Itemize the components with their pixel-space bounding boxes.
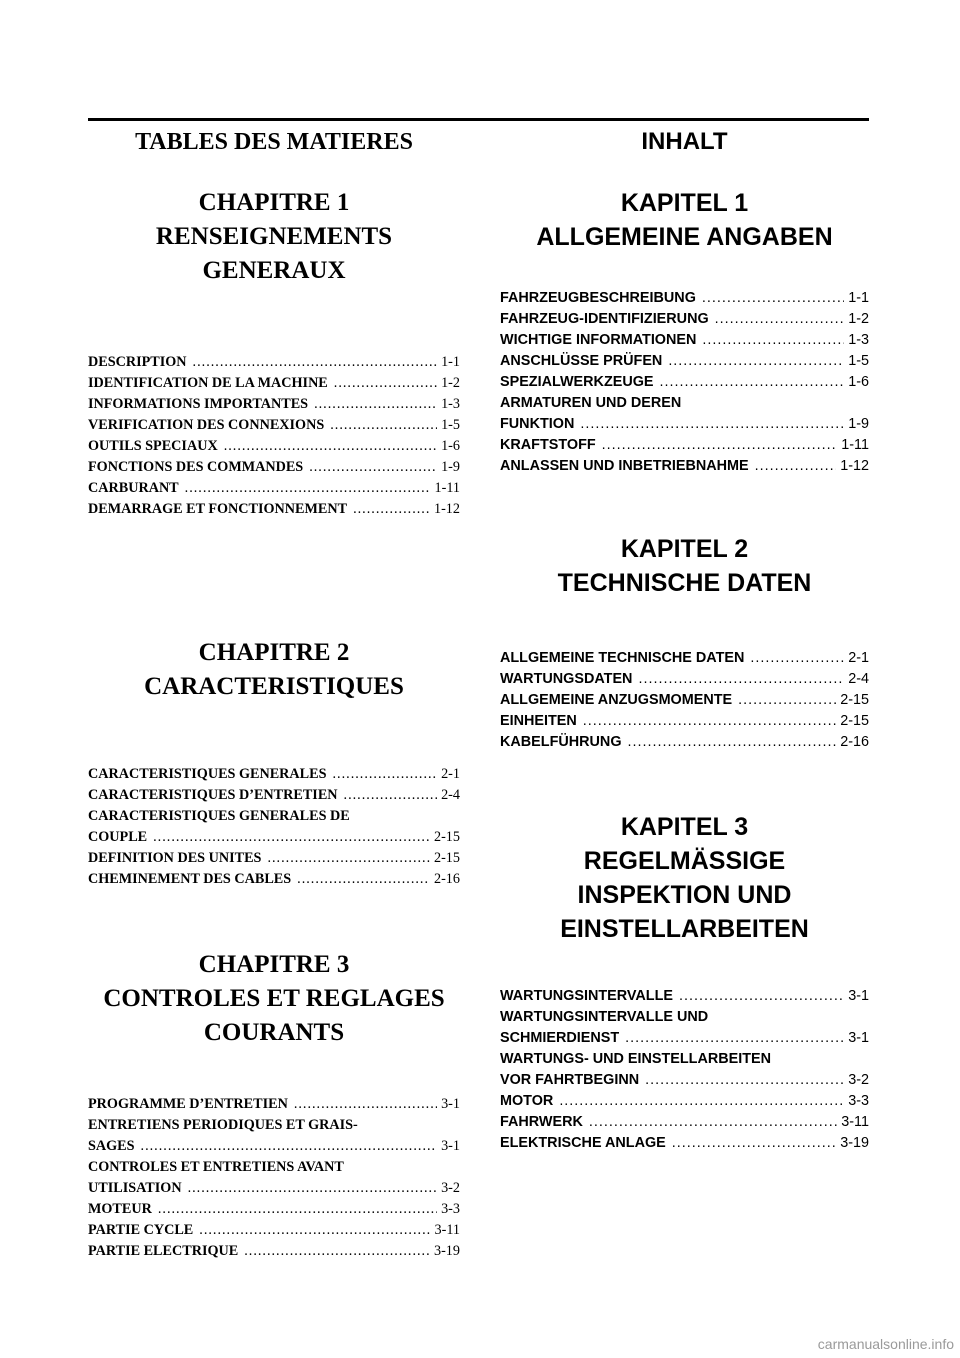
toc-entry-title: CHEMINEMENT DES CABLES — [88, 871, 292, 887]
toc-entry-page: 1-2 — [848, 311, 869, 327]
toc-entry[interactable] — [88, 1241, 460, 1262]
toc-entry-page: 2-15 — [433, 850, 460, 866]
toc-entry[interactable] — [500, 1028, 869, 1049]
toc-entry-page: 1-11 — [841, 437, 869, 453]
chapter-label: KAPITEL 3 — [620, 813, 749, 841]
toc-entry-title: KRAFTSTOFF — [500, 437, 596, 453]
toc-entry-page: 1-3 — [441, 396, 460, 412]
toc-entry-title: FAHRZEUGBESCHREIBUNG — [500, 290, 696, 306]
dot-leader — [645, 1070, 844, 1091]
toc-entry-page: 3-11 — [434, 1222, 460, 1238]
toc-entry-page: 3-1 — [441, 1096, 460, 1112]
toc-entry[interactable] — [88, 869, 460, 890]
toc-entry-title: DESCRIPTION — [88, 354, 187, 370]
toc-entry[interactable] — [88, 373, 460, 394]
dot-leader — [158, 1199, 437, 1220]
toc-entry-title: CARACTERISTIQUES D’ENTRETIEN — [88, 787, 338, 803]
de-chapter-1-toc — [500, 288, 869, 488]
toc-entry-title: ARMATUREN UND DEREN — [500, 395, 682, 411]
toc-entry[interactable] — [500, 711, 869, 732]
toc-entry-page: 1-2 — [441, 375, 460, 391]
toc-entry-title: ENTRETIENS PERIODIQUES ET GRAIS- — [88, 1117, 358, 1133]
toc-entry[interactable] — [500, 330, 869, 351]
toc-entry-page: 2-4 — [848, 671, 869, 687]
de-chapter-2-heading — [500, 532, 869, 600]
watermark-footer: carmanualsonline.info — [817, 1336, 954, 1352]
chapter-title-line: INSPEKTION UND — [577, 881, 792, 909]
fr-chapter-2 — [88, 636, 460, 708]
fr-chapter-2-toc — [88, 764, 460, 904]
toc-entry-page: 1-5 — [848, 353, 869, 369]
de-chapter-3 — [500, 810, 869, 946]
toc-entry-page: 2-15 — [433, 829, 460, 845]
toc-entry-page: 3-1 — [441, 1138, 460, 1154]
dot-leader — [625, 1028, 844, 1049]
fr-chapter-1-heading — [88, 186, 460, 288]
toc-entry[interactable] — [500, 456, 869, 477]
toc-entry-page: 3-2 — [848, 1072, 869, 1088]
toc-entry-title: ALLGEMEINE ANZUGSMOMENTE — [500, 692, 733, 708]
de-chapter-1 — [500, 186, 869, 258]
chapter-title-line: REGELMÄSSIGE — [583, 847, 786, 875]
dot-leader — [672, 1133, 836, 1154]
chapter-title-line: TECHNISCHE DATEN — [557, 569, 812, 597]
dot-leader — [224, 436, 437, 457]
dot-leader — [353, 499, 430, 520]
chapter-title-line: GENERAUX — [202, 257, 346, 284]
toc-entry-page: 1-1 — [848, 290, 869, 306]
toc-entry-page: 3-2 — [441, 1180, 460, 1196]
toc-entry-title: PARTIE ELECTRIQUE — [88, 1243, 239, 1259]
toc-entry-title: ANSCHLÜSSE PRÜFEN — [500, 353, 663, 369]
dot-leader — [153, 827, 430, 848]
toc-entry[interactable] — [88, 1094, 460, 1115]
toc-entry[interactable] — [88, 394, 460, 415]
toc-entry[interactable] — [88, 1157, 460, 1178]
dot-leader — [244, 1241, 430, 1262]
toc-entry[interactable] — [500, 309, 869, 330]
toc-entry[interactable] — [500, 414, 869, 435]
toc-entry[interactable] — [500, 435, 869, 456]
dot-leader — [199, 1220, 430, 1241]
toc-entry[interactable] — [500, 690, 869, 711]
chapter-label: CHAPITRE 2 — [198, 639, 350, 666]
toc-entry[interactable] — [500, 372, 869, 393]
toc-entry[interactable] — [88, 848, 460, 869]
de-chapter-3-toc — [500, 986, 869, 1154]
toc-entry-page: 1-12 — [433, 501, 460, 517]
toc-entry-page: 1-9 — [441, 459, 460, 475]
toc-entry[interactable] — [88, 1136, 460, 1157]
de-chapter-2-toc — [500, 648, 869, 768]
french-column — [88, 126, 460, 1262]
toc-entry-title: DEFINITION DES UNITES — [88, 850, 262, 866]
dot-leader — [193, 352, 438, 373]
toc-entry-page: 1-6 — [848, 374, 869, 390]
toc-entry-page: 1-11 — [434, 480, 460, 496]
toc-entry-page: 1-1 — [441, 354, 460, 370]
toc-entry-page: 1-6 — [441, 438, 460, 454]
fr-chapter-1 — [88, 186, 460, 292]
toc-entry-title: SPEZIALWERKZEUGE — [500, 374, 654, 390]
chapter-label: KAPITEL 1 — [620, 189, 749, 217]
de-chapter-2 — [500, 532, 869, 604]
chapter-title-line: COURANTS — [203, 1019, 345, 1046]
toc-entry-page: 3-3 — [848, 1093, 869, 1109]
toc-entry-page: 1-3 — [848, 332, 869, 348]
toc-entry-page: 1-9 — [848, 416, 869, 432]
toc-entry[interactable] — [500, 288, 869, 309]
toc-entry-title: DEMARRAGE ET FONCTIONNEMENT — [88, 501, 348, 517]
toc-entry-title: CARBURANT — [88, 480, 179, 496]
toc-entry[interactable] — [500, 1112, 869, 1133]
fr-chapter-3-heading — [88, 948, 460, 1050]
dot-leader — [755, 456, 837, 477]
toc-entry-page: 2-1 — [848, 650, 869, 666]
top-rule — [88, 118, 869, 121]
toc-entry-page: 2-15 — [840, 692, 869, 708]
toc-entry-title: CARACTERISTIQUES GENERALES — [88, 766, 327, 782]
dot-leader — [559, 1091, 844, 1112]
dot-leader — [628, 732, 837, 753]
dot-leader — [330, 415, 437, 436]
dot-leader — [188, 1178, 438, 1199]
chapter-label: CHAPITRE 3 — [198, 951, 350, 978]
fr-chapter-3 — [88, 948, 460, 1054]
chapter-title-line: RENSEIGNEMENTS — [155, 223, 393, 250]
chapter-title-line: ALLGEMEINE ANGABEN — [536, 223, 833, 251]
toc-entry-page: 2-16 — [433, 871, 460, 887]
dot-leader — [294, 1094, 437, 1115]
toc-entry[interactable] — [500, 1070, 869, 1091]
dot-leader — [297, 869, 430, 890]
toc-entry[interactable] — [88, 457, 460, 478]
toc-entry-title: CONTROLES ET ENTRETIENS AVANT — [88, 1159, 344, 1175]
chapter-title-line: CONTROLES ET REGLAGES — [103, 985, 445, 1012]
toc-entry[interactable] — [88, 806, 460, 827]
toc-entry-title: FAHRZEUG-IDENTIFIZIERUNG — [500, 311, 709, 327]
toc-entry-title: FUNKTION — [500, 416, 575, 432]
toc-entry[interactable] — [88, 1178, 460, 1199]
toc-entry-title: VERIFICATION DES CONNEXIONS — [88, 417, 325, 433]
toc-entry-title: VOR FAHRTBEGINN — [500, 1072, 640, 1088]
toc-entry[interactable] — [88, 499, 460, 520]
toc-entry-title: EINHEITEN — [500, 713, 577, 729]
chapter-title-line: CARACTERISTIQUES — [144, 673, 404, 700]
de-chapter-3-heading — [500, 810, 869, 946]
toc-entry-title: PARTIE CYCLE — [88, 1222, 194, 1238]
toc-entry-title: OUTILS SPECIAUX — [88, 438, 218, 454]
dot-leader — [314, 394, 437, 415]
toc-entry-title: CARACTERISTIQUES GENERALES DE — [88, 808, 350, 824]
german-toc-title: INHALT — [641, 128, 728, 155]
fr-chapter-3-toc — [88, 1094, 460, 1262]
chapter-label: CHAPITRE 1 — [198, 189, 350, 216]
toc-entry-page: 2-1 — [441, 766, 460, 782]
toc-entry-title: INFORMATIONS IMPORTANTES — [88, 396, 309, 412]
dot-leader — [750, 648, 844, 669]
french-toc-title: TABLES DES MATIERES — [135, 129, 413, 155]
toc-entry-page: 3-19 — [840, 1135, 869, 1151]
dot-leader — [702, 330, 844, 351]
toc-entry-page: 3-3 — [441, 1201, 460, 1217]
chapter-title-line: EINSTELLARBEITEN — [560, 915, 809, 943]
toc-entry-page: 2-16 — [840, 734, 869, 750]
toc-entry[interactable] — [88, 1220, 460, 1241]
dot-leader — [309, 457, 437, 478]
toc-entry-title: KABELFÜHRUNG — [500, 734, 622, 750]
dot-leader — [344, 785, 438, 806]
toc-entry[interactable] — [500, 1007, 869, 1028]
toc-entry-title: ANLASSEN UND INBETRIEBNAHME — [500, 458, 749, 474]
toc-entry[interactable] — [88, 352, 460, 373]
toc-entry-page: 1-5 — [441, 417, 460, 433]
toc-entry-page: 2-15 — [840, 713, 869, 729]
toc-entry[interactable] — [500, 1049, 869, 1070]
toc-entry-title: UTILISATION — [88, 1180, 182, 1196]
dot-leader — [638, 669, 844, 690]
dot-leader — [141, 1136, 438, 1157]
toc-entry-title: PROGRAMME D’ENTRETIEN — [88, 1096, 288, 1112]
toc-entry-page: 3-1 — [848, 1030, 869, 1046]
toc-entry-page: 3-11 — [841, 1114, 869, 1130]
toc-entry-title: FONCTIONS DES COMMANDES — [88, 459, 304, 475]
dot-leader — [589, 1112, 837, 1133]
toc-entry[interactable] — [500, 351, 869, 372]
toc-entry-title: WARTUNGSINTERVALLE — [500, 988, 673, 1004]
toc-entry[interactable] — [88, 785, 460, 806]
toc-entry-page: 2-4 — [441, 787, 460, 803]
toc-entry[interactable] — [88, 1199, 460, 1220]
toc-entry-title: COUPLE — [88, 829, 148, 845]
toc-entry[interactable] — [500, 648, 869, 669]
toc-entry-title: IDENTIFICATION DE LA MACHINE — [88, 375, 328, 391]
dot-leader — [660, 372, 845, 393]
dot-leader — [738, 690, 836, 711]
toc-entry[interactable] — [500, 1133, 869, 1154]
toc-entry-title: SAGES — [88, 1138, 135, 1154]
chapter-label: KAPITEL 2 — [620, 535, 749, 563]
toc-entry[interactable] — [88, 1115, 460, 1136]
dot-leader — [333, 764, 438, 785]
toc-entry-title: WARTUNGS- UND EINSTELLARBEITEN — [500, 1051, 772, 1067]
toc-entry-title: WARTUNGSINTERVALLE UND — [500, 1009, 709, 1025]
toc-entry[interactable] — [88, 415, 460, 436]
fr-chapter-2-heading — [88, 636, 460, 704]
dot-leader — [267, 848, 430, 869]
toc-entry[interactable] — [500, 393, 869, 414]
toc-entry[interactable] — [500, 1091, 869, 1112]
toc-entry-page: 3-19 — [433, 1243, 460, 1259]
dot-leader — [679, 986, 844, 1007]
toc-entry[interactable] — [500, 732, 869, 753]
toc-entry[interactable] — [88, 764, 460, 785]
dot-leader — [702, 288, 844, 309]
toc-entry-title: ELEKTRISCHE ANLAGE — [500, 1135, 666, 1151]
toc-entry[interactable] — [500, 669, 869, 690]
dot-leader — [602, 435, 838, 456]
toc-entry-page: 3-1 — [848, 988, 869, 1004]
toc-entry-title: MOTOR — [500, 1093, 554, 1109]
toc-entry[interactable] — [88, 436, 460, 457]
dot-leader — [583, 711, 836, 732]
toc-entry-title: ALLGEMEINE TECHNISCHE DATEN — [500, 650, 745, 666]
toc-entry-page: 1-12 — [840, 458, 869, 474]
toc-entry[interactable] — [88, 827, 460, 848]
toc-entry[interactable] — [500, 986, 869, 1007]
de-chapter-1-heading — [500, 186, 869, 254]
toc-entry-title: WICHTIGE INFORMATIONEN — [500, 332, 697, 348]
german-column — [500, 126, 869, 1154]
toc-entry-title: FAHRWERK — [500, 1114, 583, 1130]
dot-leader — [185, 478, 431, 499]
dot-leader — [668, 351, 844, 372]
toc-entry[interactable] — [88, 478, 460, 499]
toc-entry-title: WARTUNGSDATEN — [500, 671, 633, 687]
toc-entry-title: SCHMIERDIENST — [500, 1030, 620, 1046]
toc-entry-title: MOTEUR — [88, 1201, 152, 1217]
dot-leader — [334, 373, 437, 394]
dot-leader — [580, 414, 844, 435]
fr-chapter-1-toc — [88, 352, 460, 578]
dot-leader — [715, 309, 845, 330]
